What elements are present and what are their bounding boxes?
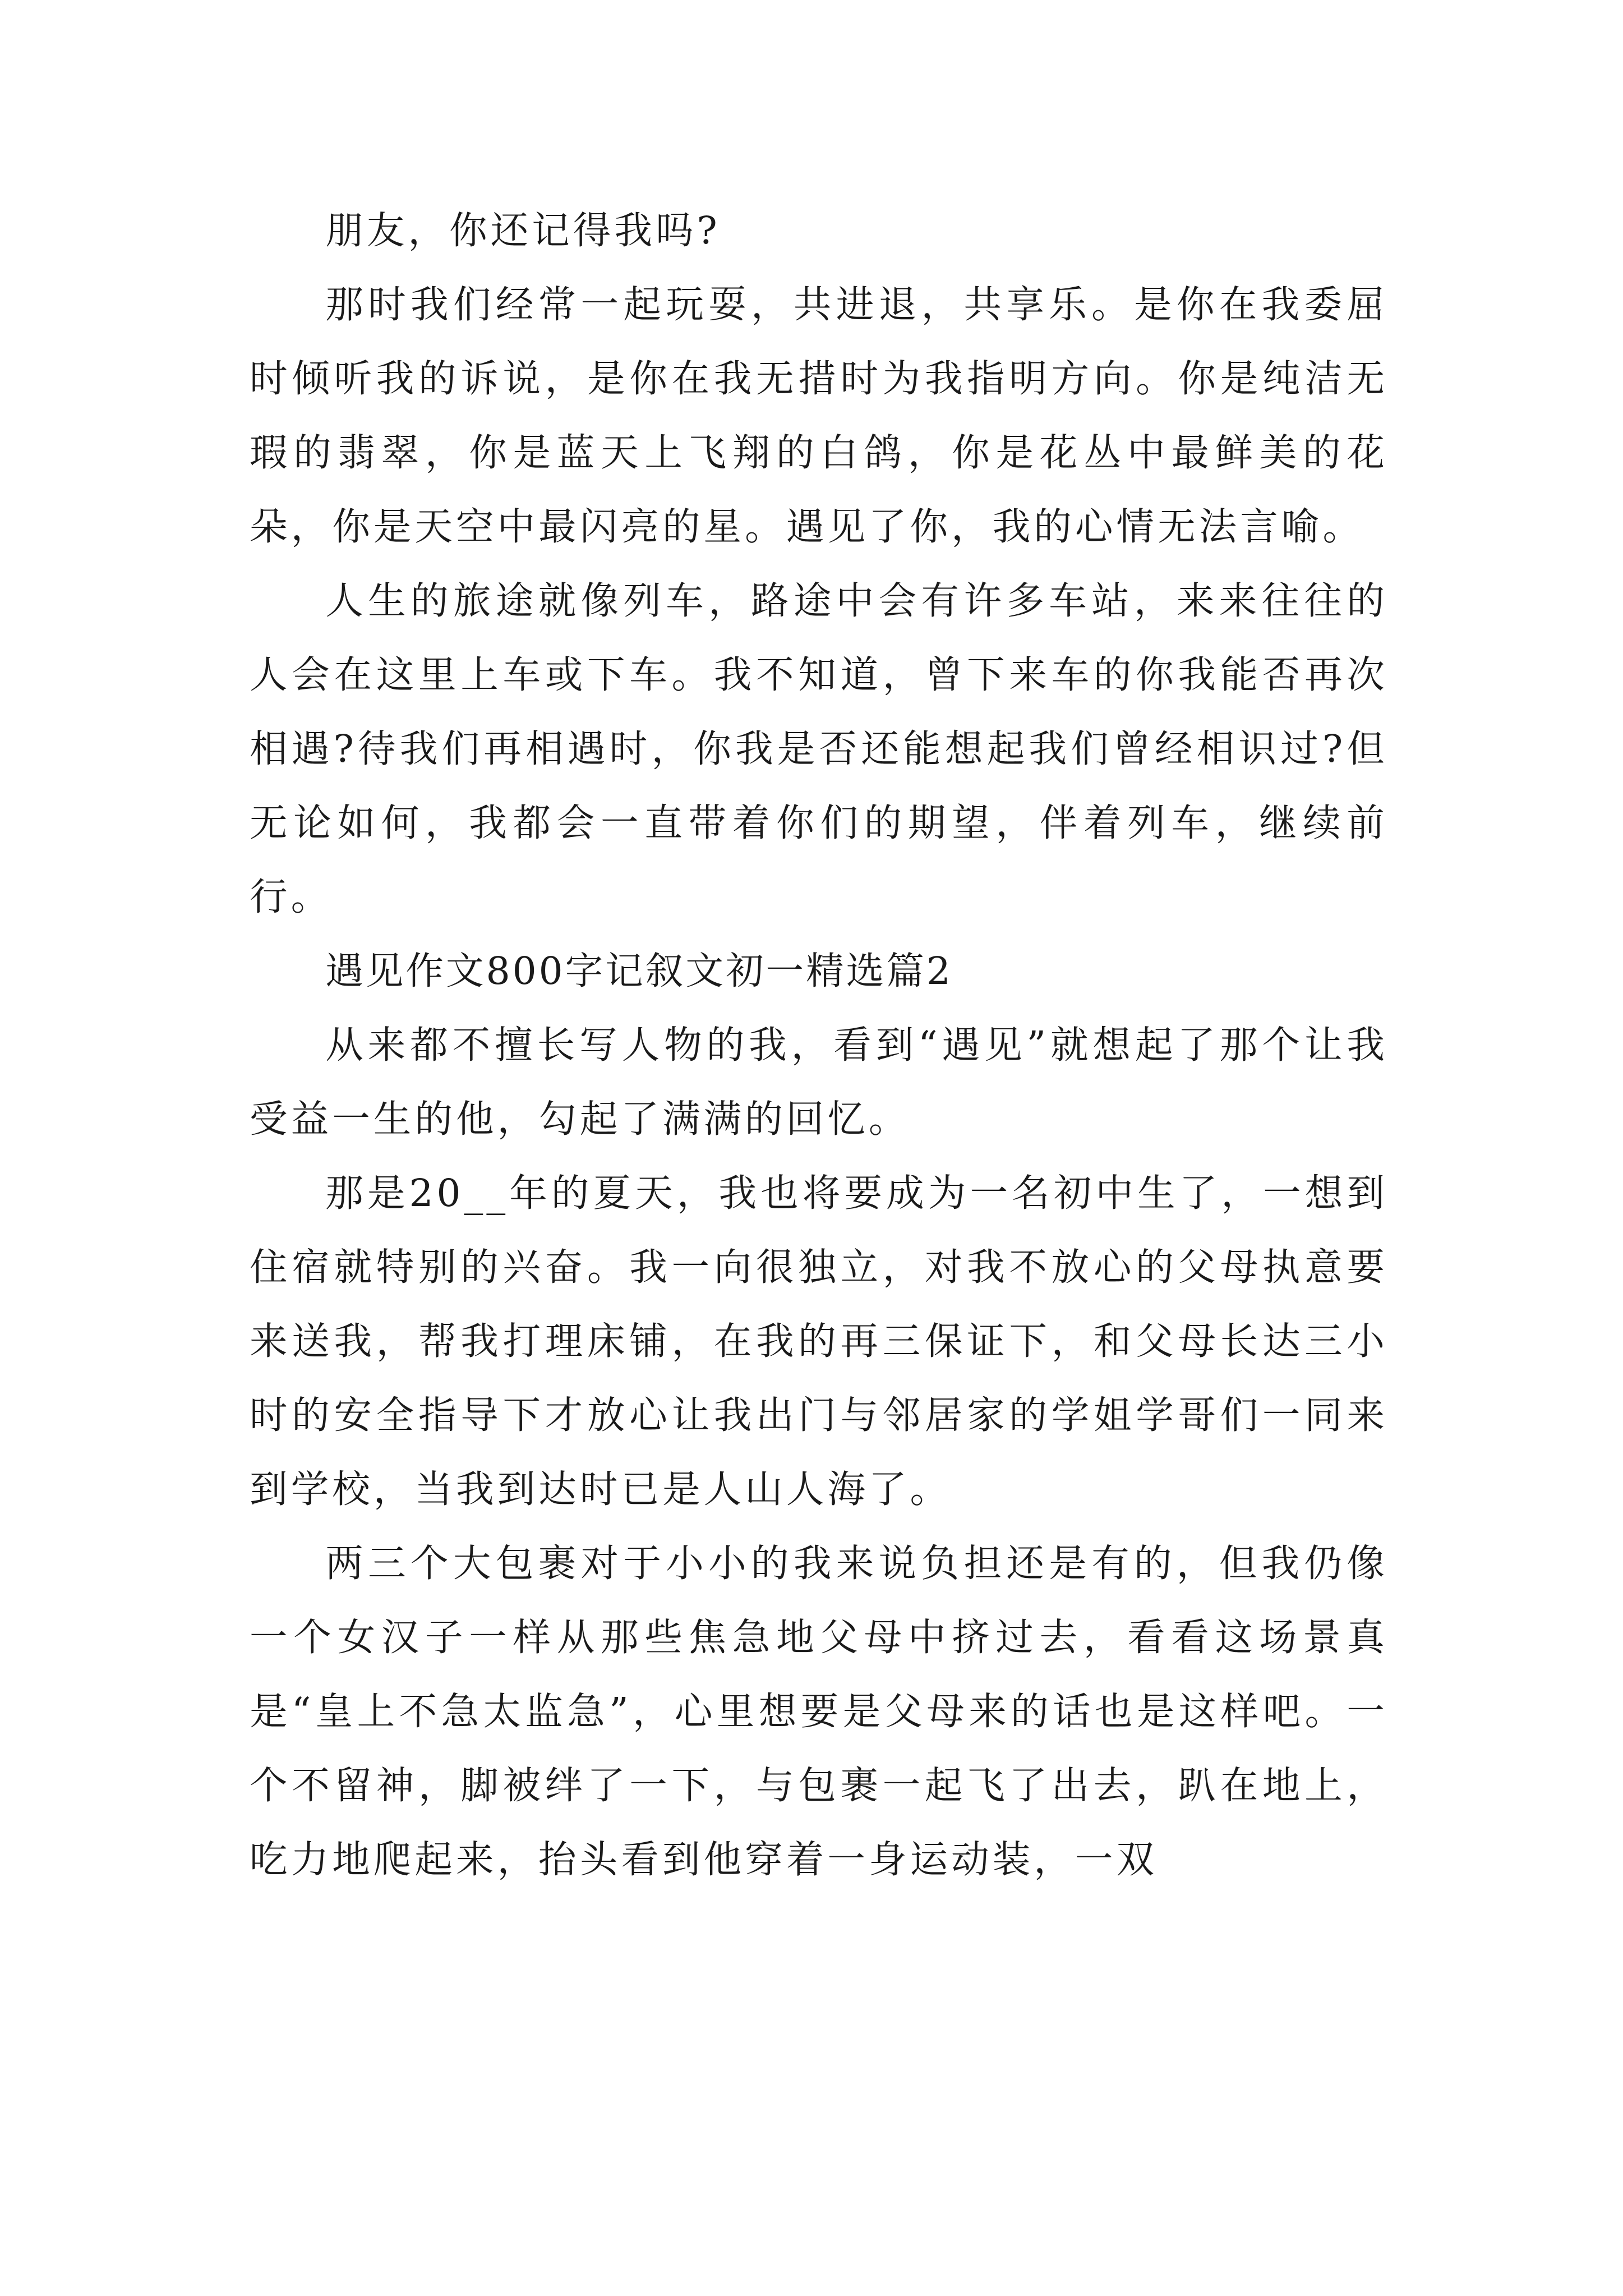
paragraph-train-journey: 人生的旅途就像列车，路途中会有许多车站，来来往往的人会在这里上车或下车。我不知道，曾下来车的你我能否再次相遇?待我们再相遇时，你我是否还能想起我们曾经相识过?但无论如何，我都会一直带着你们的期望，伴着列车，继续前行。 — [250, 578, 1388, 919]
paragraph-packages: 两三个大包裹对于小小的我来说负担还是有的，但我仍像一个女汉子一样从那些焦急地父母中挤过去，看看这场景真是“皇上不急太监急”，心里想要是父母来的话也是这样吧。一个不留神，脚被绊了一下，与包裹一起飞了出去，趴在地上，吃力地爬起来，抬头看到他穿着一身运动装，一双 — [250, 1541, 1388, 1881]
paragraph-greeting: 朋友，你还记得我吗? — [325, 208, 721, 252]
document-body — [250, 194, 1388, 1897]
paragraph-memories: 那时我们经常一起玩耍，共进退，共享乐。是你在我委屈时倾听我的诉说，是你在我无措时为我指明方向。你是纯洁无瑕的翡翠，你是蓝天上飞翔的白鸽，你是花丛中最鲜美的花朵，你是天空中最闪亮的星。遇见了你，我的心情无法言喻。 — [250, 282, 1388, 549]
section-heading: 遇见作文800字记叙文初一精选篇2 — [325, 949, 953, 993]
paragraph-summer: 那是20__年的夏天，我也将要成为一名初中生了，一想到住宿就特别的兴奋。我一向很独立，对我不放心的父母执意要来送我，帮我打理床铺，在我的再三保证下，和父母长达三小时的安全指导下才放心让我出门与邻居家的学姐学哥们一同来到学校，当我到达时已是人山人海了。 — [250, 1171, 1388, 1511]
paragraph-intro: 从来都不擅长写人物的我，看到“遇见”就想起了那个让我受益一生的他，勾起了满满的回忆。 — [250, 1023, 1388, 1141]
